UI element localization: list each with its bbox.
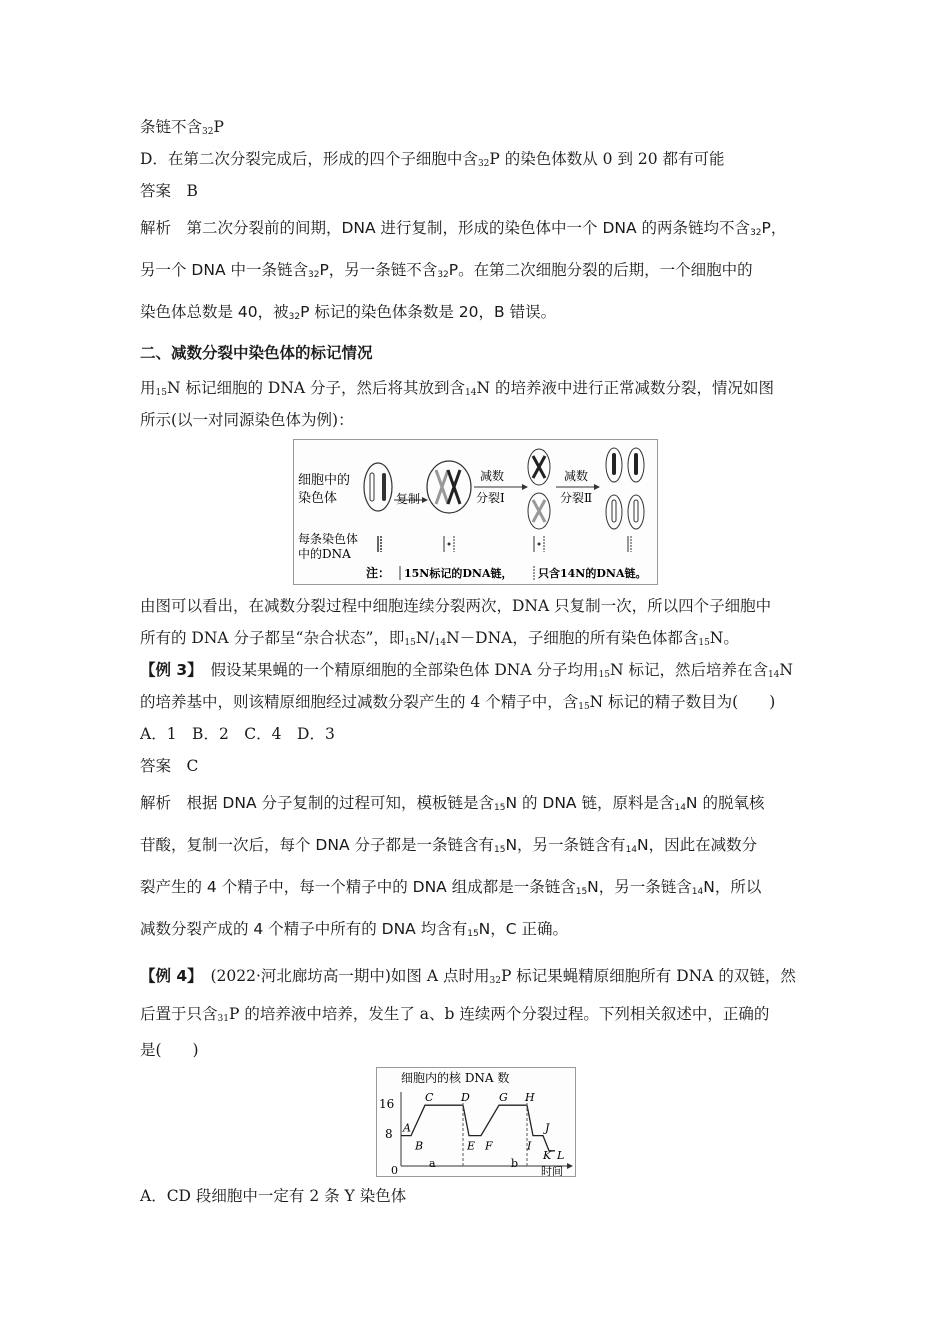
parent-cell (364, 463, 392, 511)
chromosome-hollow (370, 473, 374, 501)
analysis-1-line-3: 染色体总数是 40，被$_{32}$P 标记的染色体条数是 20，B 错误。 (140, 303, 557, 322)
text-line: 条链不含$_{32}$P (140, 118, 224, 137)
diagram-row1-label-b: 染色体 (298, 491, 338, 506)
point-label-G: G (499, 1091, 508, 1105)
note-label: 注： (366, 566, 391, 580)
analysis-1-line-2: 另一个 DNA 中一条链含$_{32}$P，另一条链不含$_{32}$P。在第二次细胞分裂的后期，一个细胞中的 (140, 261, 753, 280)
meiosis-diagram (293, 439, 658, 585)
analysis-3-line-3: 裂产生的 4 个精子中，每一个精子中的 DNA 组成都是一条链含$_{15}$N，另一条链含$_{14}$N，所以 (140, 878, 762, 897)
option-d: D．在第二次分裂完成后，形成的四个子细胞中含$_{32}$P 的染色体数从 0 到 20 都有可能 (140, 150, 725, 169)
dna-content-chart (376, 1067, 576, 1177)
meiosis-2-label-b: 分裂Ⅱ (560, 491, 593, 505)
point-label-J: J (545, 1121, 550, 1135)
x-chromosome-light (436, 470, 448, 504)
point-label-A: A (403, 1121, 411, 1135)
example-3-options: A．1 B．2 C．4 D．3 (140, 725, 335, 743)
answer-1: 答案 B (140, 182, 198, 200)
replicated-cell (427, 461, 471, 513)
segment-a-label: a (429, 1157, 436, 1170)
point-label-L: L (557, 1148, 565, 1162)
analysis-3-line-1: 解析 根据 DNA 分子复制的过程可知，模板链是含$_{15}$N 的 DNA 链，原料是含$_{14}$N 的脱氧核 (140, 794, 765, 813)
origin-label: 0 (391, 1164, 398, 1177)
answer-3: 答案 C (140, 757, 199, 775)
y-tick-8: 8 (385, 1127, 393, 1141)
example-4-line-2: 后置于只含$_{31}$P 的培养液中培养，发生了 a、b 连续两个分裂过程。下列相关叙述中，正确的 (140, 1005, 770, 1024)
example-3-line-1: 【例 3】 假设某果蝇的一个精原细胞的全部染色体 DNA 分子均用$_{15}$N 标记，然后培养在含$_{14}$N (140, 661, 793, 680)
option-a: A．CD 段细胞中一定有 2 条 Y 染色体 (140, 1187, 407, 1205)
chart-title: 细胞内的核 DNA 数 (401, 1071, 510, 1085)
example-4-line-1: 【例 4】 (2022·河北廊坊高一期中)如图 A 点时用$_{32}$P 标记果蝇精原细胞所有 DNA 的双链，然 (140, 967, 796, 986)
chromosome-solid (382, 473, 386, 501)
paragraph-2-line-2: 所有的 DNA 分子都呈“杂合状态”，即$_{15}N/_{14}N-DNA$，子细胞的所有染色体都含$_{15}$N。 (140, 629, 739, 648)
example-4-line-3: 是( ) (140, 1041, 199, 1059)
meiosis-2-label-a: 减数 (564, 469, 589, 483)
point-label-H: H (525, 1091, 535, 1105)
x-chromosome-dark (448, 470, 460, 504)
x-axis-label: 时间 (541, 1165, 563, 1177)
point-label-B: B (415, 1139, 424, 1153)
point-label-D: D (461, 1091, 470, 1105)
point-label-E: E (467, 1139, 476, 1153)
note-15n: 15N标记的DNA链， (404, 567, 513, 580)
paragraph-1-line-1: 用$_{15}$N 标记细胞的 DNA 分子，然后将其放到含$_{14}$N 的培养液中进行正常减数分裂，情况如图 (140, 379, 774, 398)
point-label-C: C (425, 1091, 434, 1105)
analysis-1-line-1: 解析 第二次分裂前的间期，DNA 进行复制，形成的染色体中一个 DNA 的两条链均不含$_{32}$P， (140, 219, 787, 238)
point-label-K: K (543, 1148, 552, 1162)
section-heading: 二、减数分裂中染色体的标记情况 (140, 343, 373, 362)
analysis-3-line-2: 苷酸，复制一次后，每个 DNA 分子都是一条链含有$_{15}$N，另一条链含有$_{14}$N，因此在减数分 (140, 836, 758, 855)
meiosis-1-label-b: 分裂Ⅰ (476, 491, 505, 505)
example-3-line-2: 的培养基中，则该精原细胞经过减数分裂产生的 4 个精子中，含$_{15}$N 标记的精子数目为( ) (140, 693, 776, 712)
diagram-row2-label-a: 每条染色体 (298, 532, 359, 546)
meiosis-1-label-a: 减数 (480, 469, 505, 483)
diagram-row1-label-a: 细胞中的 (298, 473, 351, 488)
diagram-row2-label-b: 中的DNA (298, 547, 351, 561)
replicate-label: 复制 (396, 492, 421, 506)
y-tick-16: 16 (379, 1097, 395, 1111)
paragraph-2-line-1: 由图可以看出，在减数分裂过程中细胞连续分裂两次，DNA 只复制一次，所以四个子细胞中 (140, 597, 772, 615)
point-label-I: I (527, 1139, 532, 1153)
dna-content-line (401, 1105, 555, 1151)
segment-b-label: b (511, 1157, 519, 1170)
note-14n: 只含14N的DNA链。 (538, 567, 647, 580)
paragraph-1-line-2: 所示(以一对同源染色体为例)： (140, 411, 354, 429)
analysis-3-line-4: 减数分裂产成的 4 个精子中所有的 DNA 均含有$_{15}$N，C 正确。 (140, 920, 569, 939)
point-label-F: F (485, 1139, 493, 1153)
